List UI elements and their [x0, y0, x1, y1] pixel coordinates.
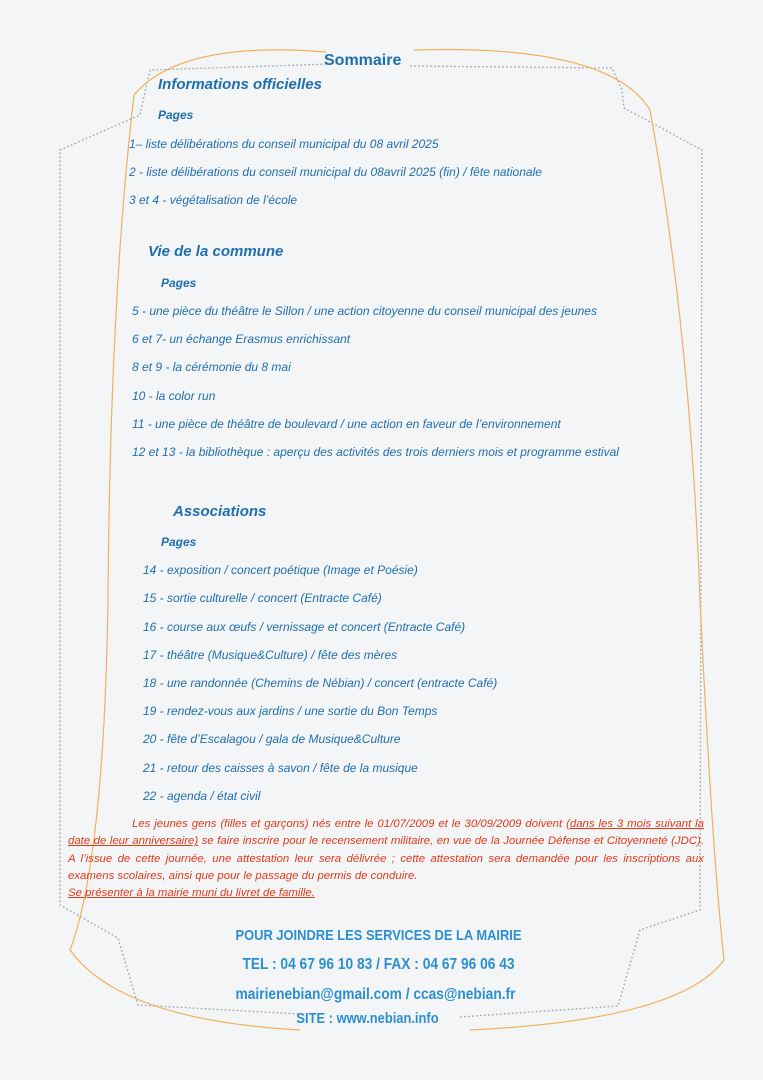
list-item: 22 - agenda / état civil: [143, 789, 261, 803]
list-item: 12 et 13 - la bibliothèque : aperçu des activités des trois derniers mois et programme estival: [132, 445, 619, 459]
list-item: 5 - une pièce du théâtre le Sillon / une action citoyenne du conseil municipal des jeunes: [132, 304, 597, 318]
list-item: 10 - la color run: [132, 389, 216, 403]
contact-phone-fax: TEL : 04 67 96 10 83 / FAX : 04 67 96 06 43: [242, 956, 515, 973]
list-item: 1– liste délibérations du conseil municipal du 08 avril 2025: [129, 137, 439, 151]
notice-underlined-text: (dans les 3 mois suivant la date de leur anniversaire): [68, 818, 705, 848]
list-item: 19 - rendez-vous aux jardins / une sortie du Bon Temps: [143, 704, 438, 718]
list-item: 17 - théâtre (Musique&Culture) / fête des mères: [143, 648, 398, 662]
contact-site: SITE : www.nebian.info: [296, 1010, 439, 1027]
list-item: 3 et 4 - végétalisation de l’école: [129, 193, 298, 207]
list-item: 20 - fête d’Escalagou / gala de Musique&Culture: [143, 732, 401, 746]
list-item: 8 et 9 - la cérémonie du 8 mai: [132, 360, 291, 374]
notice-text: se faire inscrire pour le recensement militaire, en vue de la Journée Défense et Citoyenneté (JDC). A l’issue de cette journée, une attestation leur sera délivrée ; cette attestation sera demandée pour les inscriptions aux examens scolaires, ainsi que pour le passage du permis de conduire.: [68, 835, 704, 882]
notice-text: Les jeunes gens (filles et garçons) nés entre le 01/07/2009 et le 30/09/2009 doivent: [132, 818, 567, 830]
list-item: 18 - une randonnée (Chemins de Nébian) / concert (entracte Café): [143, 676, 498, 690]
section-heading-informations-officielles: Informations officielles: [158, 76, 322, 93]
section-heading-vie-de-la-commune: Vie de la commune: [148, 243, 284, 260]
list-item: 6 et 7- un échange Erasmus enrichissant: [132, 332, 351, 346]
notice-underlined-text: Se présenter à la mairie muni du livret de famille.: [68, 887, 315, 900]
list-item: 15 - sortie culturelle / concert (Entracte Café): [143, 591, 382, 605]
list-item: 2 - liste délibérations du conseil municipal du 08avril 2025 (fin) / fête nationale: [129, 165, 542, 179]
page-title: Sommaire: [324, 52, 402, 69]
pages-label: Pages: [158, 108, 194, 122]
pages-label: Pages: [161, 276, 197, 290]
list-item: 16 - course aux œufs / vernissage et concert (Entracte Café): [143, 620, 466, 634]
military-census-notice: [68, 816, 704, 902]
list-item: 14 - exposition / concert poétique (Image et Poésie): [143, 563, 418, 577]
contact-emails: mairienebian@gmail.com / ccas@nebian.fr: [235, 986, 516, 1003]
contact-heading: POUR JOINDRE LES SERVICES DE LA MAIRIE: [235, 927, 522, 944]
section-heading-associations: Associations: [173, 503, 267, 520]
list-item: 21 - retour des caisses à savon / fête de la musique: [143, 761, 418, 775]
pages-label: Pages: [161, 535, 197, 549]
list-item: 11 - une pièce de théâtre de boulevard / une action en faveur de l’environnement: [132, 417, 561, 431]
